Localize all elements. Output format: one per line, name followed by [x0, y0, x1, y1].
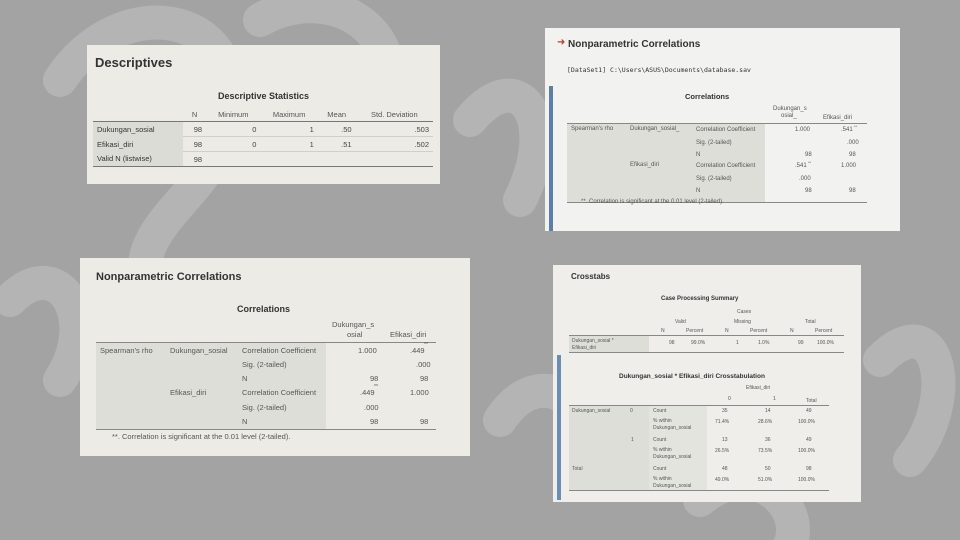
output-marker-bar — [557, 355, 561, 500]
value-cell: .449 — [360, 388, 375, 397]
col-header: Total — [805, 319, 816, 325]
header-rule — [567, 123, 867, 124]
value-cell: 98 — [805, 152, 812, 158]
value-cell: 1.0% — [758, 340, 770, 346]
dataset-path: [DataSet1] C:\Users\ASUS\Documents\database.sav — [567, 66, 751, 74]
row-var-label: Dukungan_sosial — [572, 408, 611, 414]
value-cell: 28.6% — [758, 419, 773, 425]
table-header-row — [93, 107, 433, 122]
value-cell: 98 — [669, 340, 675, 346]
significance-marker: ** — [854, 124, 858, 129]
col-header: Dukungan_s — [773, 106, 807, 112]
value-cell: .000 — [799, 176, 811, 182]
value-cell: .541 — [841, 127, 853, 133]
header-cell: Mean — [318, 107, 356, 122]
value-cell: 98 — [370, 374, 379, 383]
value-cell: 100.0% — [817, 340, 834, 346]
col-header: Efikasi_diri — [823, 115, 853, 121]
output-marker-bar — [549, 86, 553, 231]
stat-label: N — [242, 417, 248, 426]
col-header: Valid — [675, 319, 686, 325]
row-var-label: Efikasi_diri — [170, 388, 207, 397]
correlations-title: Nonparametric Correlations — [568, 39, 701, 50]
stat-label: Dukungan_sosial — [653, 425, 692, 431]
row-label: Efikasi_diri — [93, 137, 183, 152]
table-cell — [206, 152, 260, 167]
value-cell: 98 — [849, 188, 856, 194]
col-header: Dukungan_s — [332, 320, 375, 329]
value-cell: 1 — [736, 340, 739, 346]
table-cell: 1 — [260, 137, 317, 152]
col-header: 0 — [728, 396, 731, 402]
table-cell: 98 — [183, 137, 206, 152]
value-cell: .541 — [795, 163, 807, 169]
header-cell: Std. Deviation — [356, 107, 433, 122]
value-cell: 98 — [420, 417, 429, 426]
col-header: Efikasi_diri — [746, 385, 771, 391]
stat-label-shade — [236, 343, 326, 429]
bottom-rule — [569, 352, 844, 353]
header-rule — [96, 342, 436, 343]
value-cell: 100.0% — [798, 419, 815, 425]
significance-marker: ** — [808, 160, 812, 165]
descriptives-title: Descriptives — [95, 55, 173, 70]
col-header: N — [790, 328, 794, 334]
col-header: osial_ — [781, 113, 797, 119]
value-cell: .000 — [847, 140, 859, 146]
crosstabulation-title: Dukungan_sosial * Efikasi_diri Crosstabulation — [619, 373, 765, 380]
value-cell: 35 — [722, 408, 728, 414]
value-cell: .000 — [364, 403, 379, 412]
col-header: Cases — [737, 309, 752, 315]
stat-label: Sig. (2-tailed) — [242, 360, 287, 369]
stat-label: Correlation Coefficient — [696, 163, 756, 169]
table-cell — [356, 152, 433, 167]
value-cell: 51.0% — [758, 477, 773, 483]
value-cell: 1.000 — [795, 127, 811, 133]
stat-label: Sig. (2-tailed) — [696, 140, 732, 146]
case-processing-summary-title: Case Processing Summary — [661, 296, 739, 302]
value-cell: 13 — [722, 437, 728, 443]
header-cell — [93, 107, 183, 122]
stat-label: Dukungan_sosial — [653, 483, 692, 489]
descriptives-panel — [87, 45, 440, 184]
footnote: **. Correlation is significant at the 0.01 level (2-tailed). — [112, 432, 291, 441]
footnote: **. Correlation is significant at the 0.01 level (2-tailed). — [581, 199, 724, 205]
value-cell: 98 — [849, 152, 856, 158]
row-var-label: Efikasi_diri — [630, 162, 660, 168]
table-cell: .51 — [318, 137, 356, 152]
value-cell: 50 — [765, 466, 771, 472]
value-cell: 100.0% — [798, 448, 815, 454]
col-header: Percent — [815, 328, 833, 334]
header-cell: Minimum — [206, 107, 260, 122]
value-cell: 49 — [806, 437, 812, 443]
significance-marker: ** — [424, 342, 428, 348]
table-row — [93, 122, 433, 137]
value-cell: .449 — [410, 346, 425, 355]
col-header: Missing — [734, 319, 751, 325]
stat-label: N — [696, 152, 701, 158]
value-cell: 14 — [765, 408, 771, 414]
value-cell: 73.5% — [758, 448, 773, 454]
header-cell: Maximum — [260, 107, 317, 122]
row-header-shade — [96, 343, 236, 429]
group-label: Spearman's rho — [100, 346, 153, 355]
table-cell — [260, 152, 317, 167]
row-label: Dukungan_sosial * — [572, 338, 614, 344]
table-cell: 1 — [260, 122, 317, 137]
table-cell: .502 — [356, 137, 433, 152]
table-cell: .503 — [356, 122, 433, 137]
significance-marker: ** — [374, 384, 378, 390]
table-row — [93, 137, 433, 152]
stat-label: Correlation Coefficient — [242, 388, 317, 397]
table-cell — [318, 152, 356, 167]
col-header: Efikasi_diri — [390, 330, 427, 339]
value-cell: 99.0% — [691, 340, 706, 346]
correlations-table-title: Correlations — [237, 304, 291, 314]
value-cell: 1.000 — [410, 388, 429, 397]
stat-label: Sig. (2-tailed) — [242, 403, 287, 412]
crosstabs-title: Crosstabs — [571, 272, 611, 281]
crosstabs-panel — [553, 265, 861, 502]
table-cell: .50 — [318, 122, 356, 137]
stat-label: Count — [653, 408, 667, 414]
stat-label: % within — [653, 447, 672, 453]
value-cell: 71.4% — [715, 419, 730, 425]
row-category: 0 — [630, 408, 633, 414]
table-cell: 98 — [183, 152, 206, 167]
descriptive-statistics-table — [93, 107, 433, 167]
value-cell: 48 — [722, 466, 728, 472]
value-cell: 98 — [420, 374, 429, 383]
row-label: Valid N (listwise) — [93, 152, 183, 167]
row-label: Efikasi_diri — [572, 345, 597, 351]
stat-label: Sig. (2-tailed) — [696, 176, 732, 182]
value-cell: 98 — [806, 466, 812, 472]
value-cell: 1.000 — [358, 346, 377, 355]
row-category: 1 — [631, 437, 634, 443]
table-row — [93, 152, 433, 167]
table-cell: 98 — [183, 122, 206, 137]
bottom-rule — [96, 429, 436, 430]
row-var-label: Dukungan_sosial_ — [630, 126, 680, 132]
col-header: 1 — [773, 396, 776, 402]
correlations-top-panel — [545, 28, 900, 231]
col-header: Percent — [750, 328, 768, 334]
value-cell: 49 — [806, 408, 812, 414]
arrow-icon: ➜ — [557, 37, 566, 48]
value-cell: 98 — [370, 417, 379, 426]
stat-label: % within — [653, 476, 672, 482]
row-total-label: Total — [572, 466, 583, 472]
correlations-bottom-panel — [80, 258, 470, 456]
value-cell: 98 — [805, 188, 812, 194]
value-cell: 36 — [765, 437, 771, 443]
col-header: Percent — [686, 328, 704, 334]
stat-label: Dukungan_sosial — [653, 454, 692, 460]
value-cell: 99 — [798, 340, 804, 346]
stat-label: % within — [653, 418, 672, 424]
row-var-label: Dukungan_sosial — [170, 346, 228, 355]
value-cell: 1.000 — [841, 163, 857, 169]
stat-label: Count — [653, 437, 667, 443]
value-cell: 49.0% — [715, 477, 730, 483]
correlations-title: Nonparametric Correlations — [96, 271, 242, 283]
col-header: N — [661, 328, 665, 334]
value-cell: 100.0% — [798, 477, 815, 483]
col-header: N — [725, 328, 729, 334]
value-cell: 26.5% — [715, 448, 730, 454]
stat-label: N — [242, 374, 248, 383]
stat-label: Correlation Coefficient — [242, 346, 317, 355]
row-header-shade — [569, 406, 649, 490]
row-label: Dukungan_sosial — [93, 122, 183, 137]
stat-label: N — [696, 188, 701, 194]
table-cell: 0 — [206, 122, 260, 137]
bottom-rule — [569, 490, 829, 491]
group-label: Spearman's rho — [571, 126, 614, 132]
col-header: osial — [347, 330, 363, 339]
col-header: Total — [806, 398, 817, 404]
stat-label: Count — [653, 466, 667, 472]
table-cell: 0 — [206, 137, 260, 152]
header-cell: N — [183, 107, 206, 122]
stat-label: Correlation Coefficient — [696, 127, 756, 133]
descriptive-statistics-title: Descriptive Statistics — [217, 91, 310, 101]
value-cell: .000 — [416, 360, 431, 369]
correlations-table-title: Correlations — [685, 92, 730, 101]
